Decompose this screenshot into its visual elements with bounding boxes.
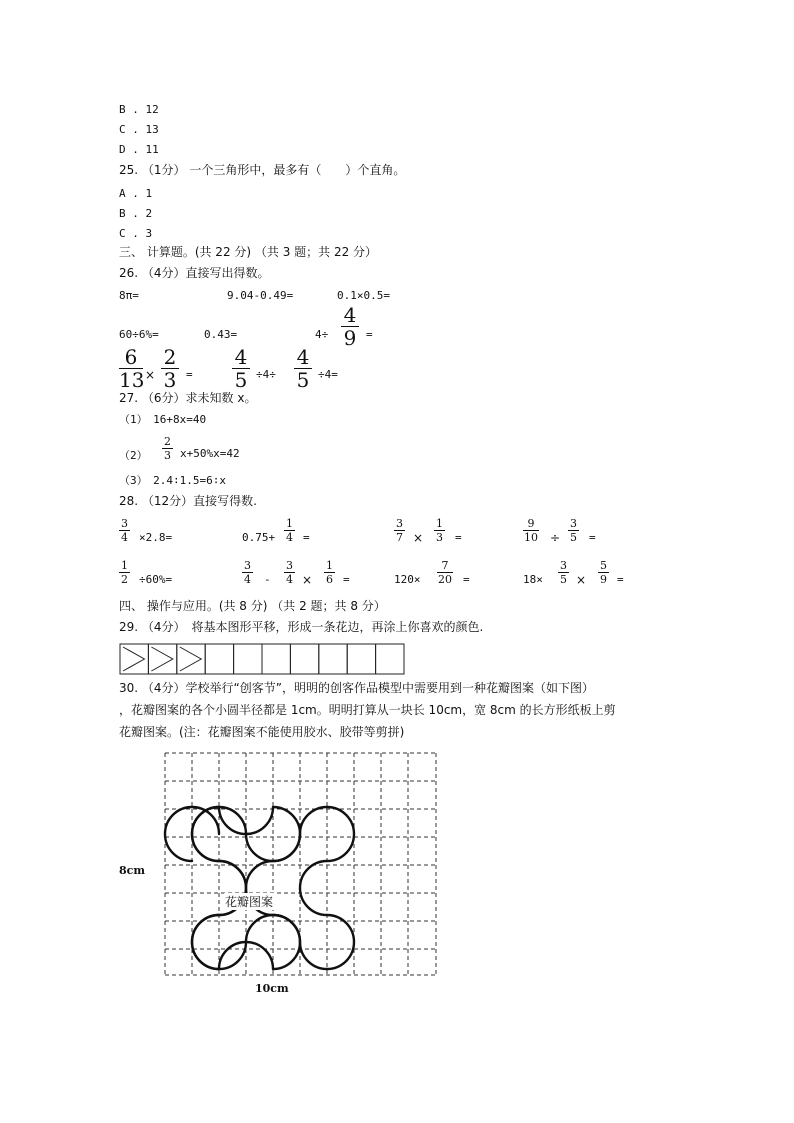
arrow-shape — [180, 647, 201, 671]
q28-a1-fraction: 3 4 — [121, 517, 128, 544]
q28-b3-prefix: 120× — [394, 573, 421, 586]
figure-height-label: 8cm — [119, 864, 145, 877]
q27-fraction-2-3: 2 3 — [164, 435, 171, 462]
q26-item-6-tail: = — [366, 328, 373, 341]
q27-part-2-label: （2） — [119, 449, 148, 462]
figure-center-label: 花瓣图案 — [225, 895, 274, 909]
q28-a4-fraction-2: 3 5 — [570, 517, 577, 544]
q28-a3-tail: = — [455, 531, 462, 544]
q26-item-5: 0.43= — [204, 328, 238, 341]
section-3-heading: 三、 计算题。(共 22 分) （共 3 题；共 22 分） — [119, 245, 378, 259]
question-30-line-3: 花瓣图案。(注：花瓣图案不能使用胶水、胶带等剪拼) — [119, 725, 405, 739]
q26-item-3: 0.1×0.5= — [337, 289, 390, 302]
q26-fraction-6-13: 6 13 — [119, 345, 145, 392]
strip-cell — [376, 644, 404, 674]
border-pattern-strip — [119, 643, 405, 675]
q26-item-6: 4÷ — [315, 328, 329, 341]
q28-b2-fraction-1: 3 4 — [244, 559, 251, 586]
strip-cell — [290, 644, 318, 674]
option-c: C . 13 — [119, 123, 159, 136]
q26-fraction-4-9: 4 9 — [341, 305, 359, 348]
strip-cell — [347, 644, 375, 674]
q28-b2-fraction-3: 1 6 — [326, 559, 333, 586]
option-d: D . 11 — [119, 143, 159, 156]
option-b: B . 12 — [119, 103, 159, 116]
q28-b4-fraction-2: 5 9 — [600, 559, 607, 586]
arrow-shape — [151, 647, 172, 671]
q28-a4-fraction-1: 9 10 — [524, 517, 538, 544]
question-30-line-2: ，花瓣图案的各个小圆半径都是 1cm。明明打算从一块长 10cm，宽 8cm 的长方形纸板上剪 — [119, 703, 616, 717]
q25-option-a: A . 1 — [119, 187, 153, 200]
q27-part-2-expression: x+50%x=42 — [180, 447, 240, 460]
q25-option-c: C . 3 — [119, 227, 153, 240]
q26-divide-4: ÷4÷ — [256, 368, 276, 381]
section-4-heading: 四、 操作与应用。(共 8 分) （共 2 题；共 8 分） — [119, 599, 386, 613]
q26-fraction-2-3: 2 3 — [161, 347, 179, 390]
q28-a1-tail: ×2.8= — [139, 531, 173, 544]
q28-b2-operator-2: × — [302, 573, 313, 587]
q28-a2-prefix: 0.75+ — [242, 531, 276, 544]
strip-cell — [319, 644, 347, 674]
question-29-stem: 29. （4分） 将基本图形平移，形成一条花边，再涂上你喜欢的颜色. — [119, 620, 484, 634]
q28-a4-operator: ÷ — [550, 531, 561, 545]
strip-cell — [262, 644, 290, 674]
q26-item-2: 9.04-0.49= — [227, 289, 294, 302]
q26-end: ÷4= — [318, 368, 338, 381]
question-28-stem: 28. （12分）直接写得数. — [119, 494, 257, 508]
q25-option-b: B . 2 — [119, 207, 153, 220]
q28-b4-tail: = — [617, 573, 624, 586]
question-30-line-1: 30. （4分）学校举行“创客节”，明明的创客作品模型中需要用到一种花瓣图案（如下图） — [119, 681, 594, 695]
q28-a2-fraction: 1 4 — [286, 517, 293, 544]
arrow-shape — [123, 647, 144, 671]
equals-sign: = — [186, 368, 193, 381]
strip-cell — [205, 644, 233, 674]
question-26-stem: 26. （4分）直接写出得数。 — [119, 266, 270, 280]
question-25-stem: 25. （1分） 一个三角形中，最多有（ ）个直角。 — [119, 163, 406, 177]
q27-part-1: （1） 16+8x=40 — [119, 413, 207, 426]
question-27-stem: 27. （6分）求未知数 x。 — [119, 391, 257, 405]
q28-b2-operator-1: - — [264, 573, 271, 586]
q27-part-3: （3） 2.4∶1.5=6∶x — [119, 474, 226, 487]
q28-b3-tail: = — [463, 573, 470, 586]
q28-b1-fraction: 1 2 — [121, 559, 128, 586]
q28-b4-prefix: 18× — [523, 573, 543, 586]
q26-item-1: 8π= — [119, 289, 139, 302]
q28-a3-fraction-2: 1 3 — [436, 517, 443, 544]
q28-b4-fraction-1: 3 5 — [560, 559, 567, 586]
q28-b4-operator: × — [576, 573, 587, 587]
strip-cell — [234, 644, 262, 674]
q28-b2-tail: = — [343, 573, 350, 586]
q28-b2-fraction-2: 3 4 — [286, 559, 293, 586]
q26-fraction-4-5-a: 4 5 — [232, 347, 250, 390]
times-sign: × — [145, 368, 156, 382]
q28-b3-fraction: 7 20 — [438, 559, 452, 586]
q28-a3-operator: × — [413, 531, 424, 545]
figure-width-label: 10cm — [255, 982, 289, 995]
q28-a4-tail: = — [589, 531, 596, 544]
q28-a3-fraction-1: 3 7 — [396, 517, 403, 544]
petal-curve — [160, 750, 445, 980]
q26-fraction-4-5-b: 4 5 — [294, 347, 312, 390]
q28-b1-tail: ÷60%= — [139, 573, 173, 586]
q28-a2-tail: = — [303, 531, 310, 544]
q26-item-4: 60÷6%= — [119, 328, 159, 341]
